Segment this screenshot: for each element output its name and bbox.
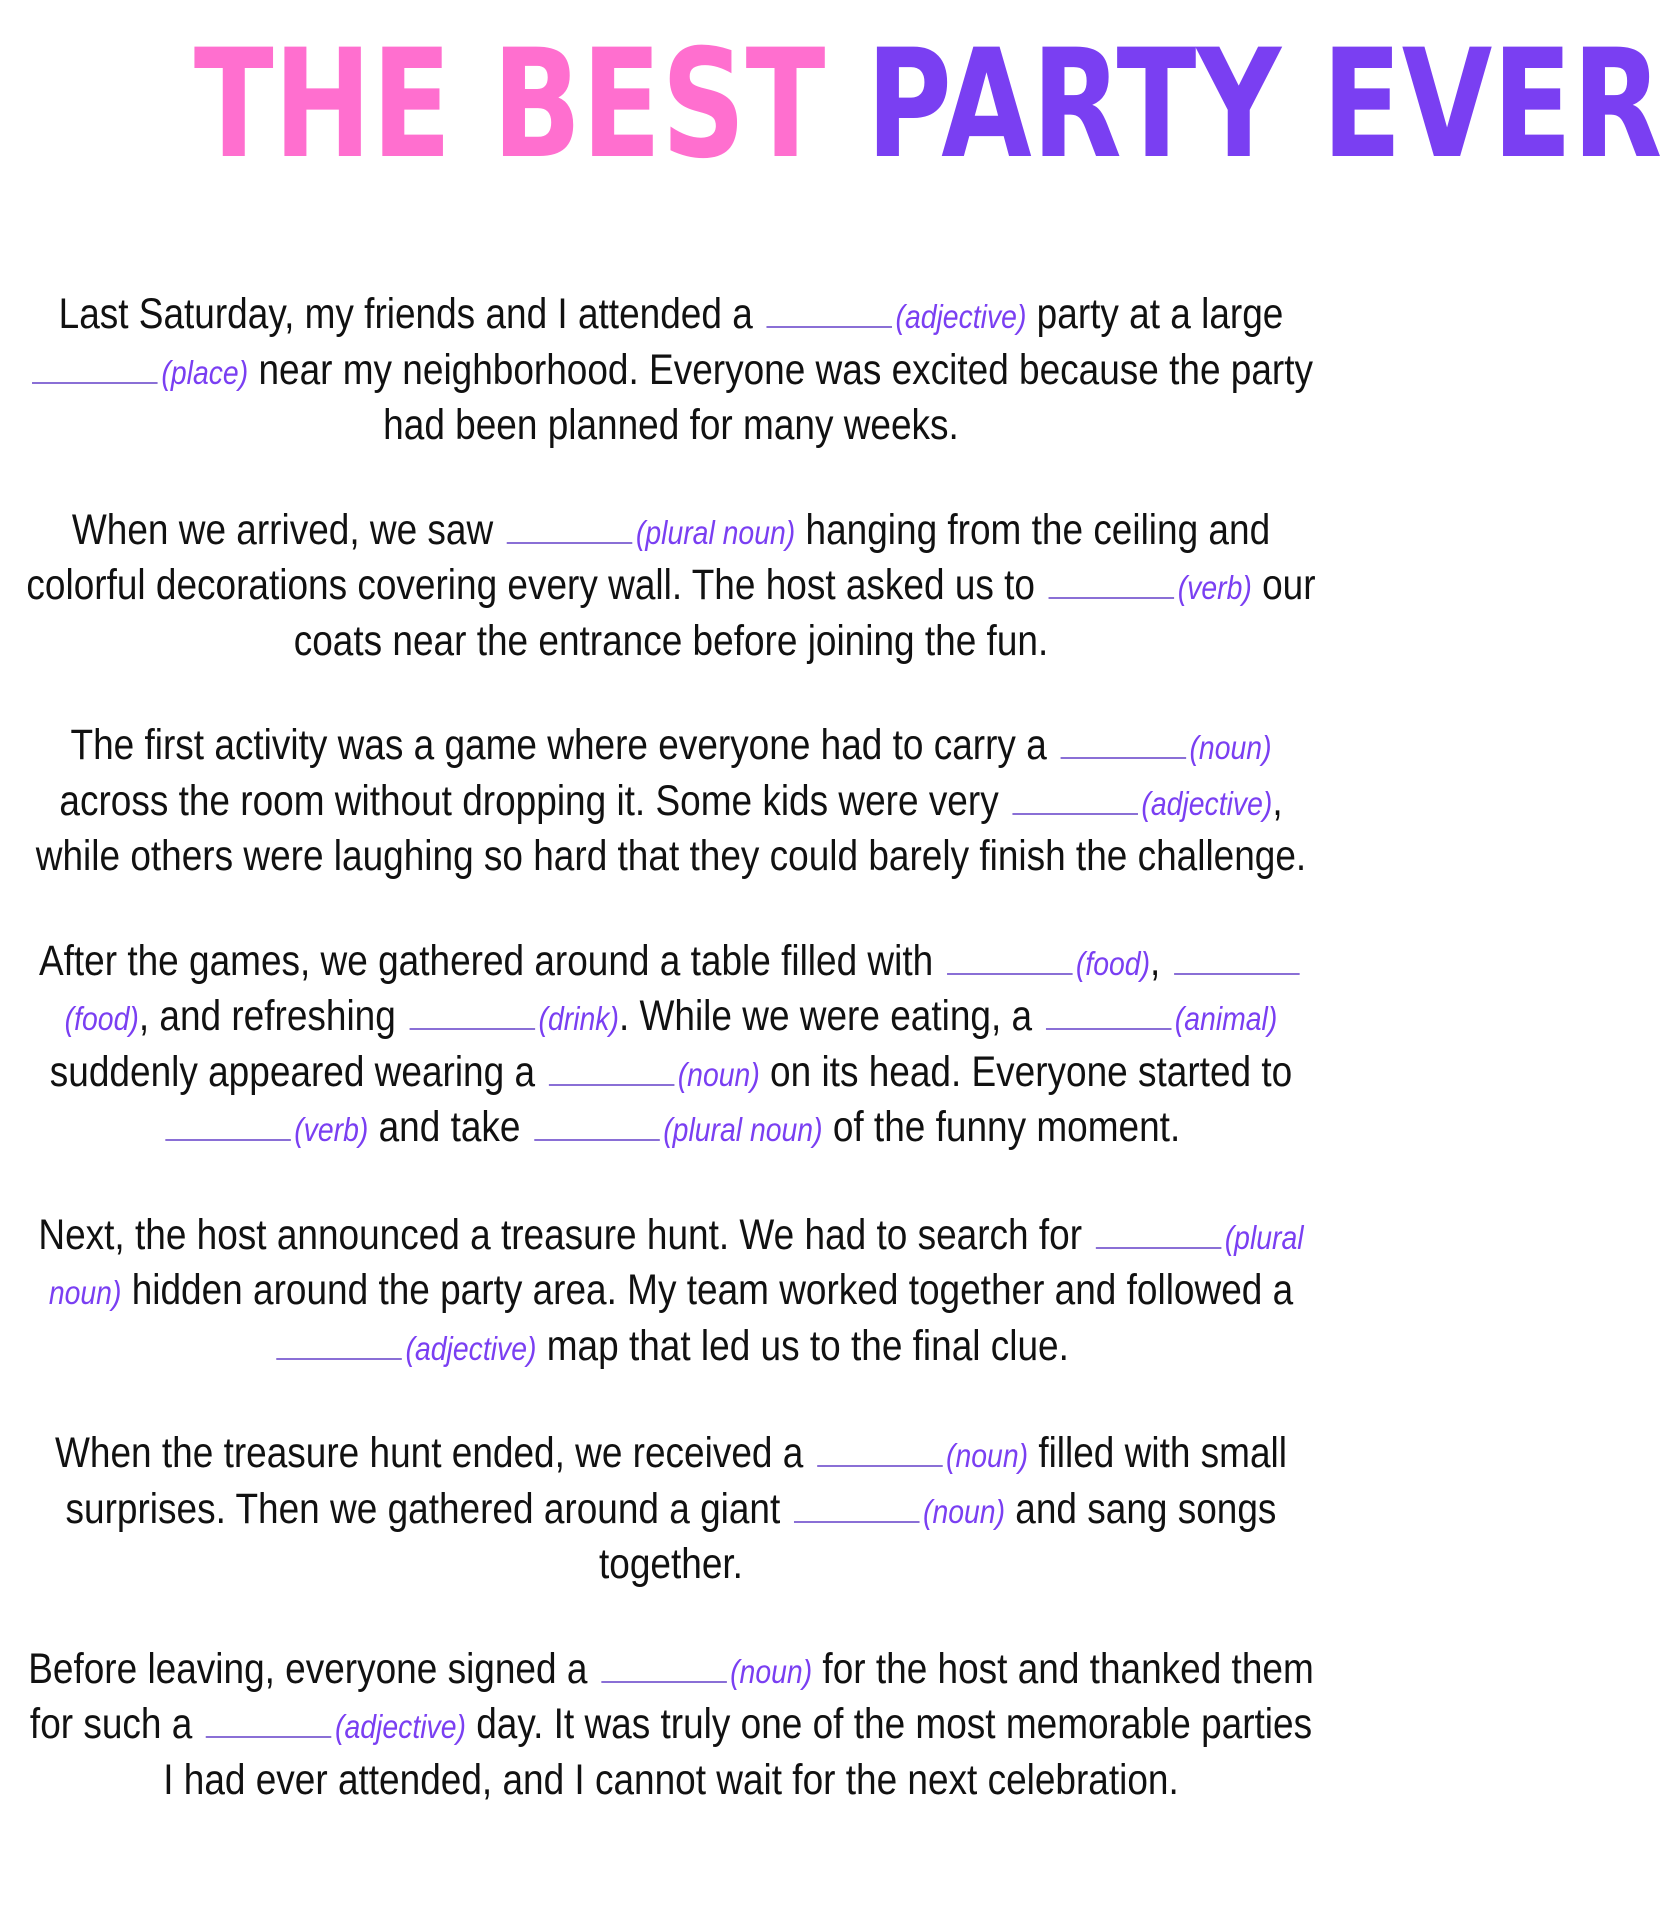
page-title: [193, 18, 1662, 230]
word-type-hint: (noun): [946, 1437, 1029, 1474]
story-text: and take: [368, 1103, 531, 1151]
story-text: When the treasure hunt ended, we received a: [55, 1429, 814, 1477]
word-type-hint: (noun): [730, 1652, 813, 1690]
fill-in-blank[interactable]: [165, 1105, 291, 1141]
word-type-hint: (place): [161, 353, 249, 391]
word-type-hint: (adjective): [1141, 784, 1273, 822]
word-type-hint: (noun): [677, 1055, 760, 1093]
story-text: for the host and thanked them for such a: [29, 1644, 1314, 1748]
word-type-hint: (food): [1075, 944, 1151, 982]
story-text: Before leaving, everyone signed a: [28, 1644, 598, 1693]
story-text: After the games, we gathered around a table filled with: [38, 936, 944, 985]
title-part-1: THE BEST: [193, 18, 826, 192]
title-part-2: PARTY EVER: [866, 18, 1662, 192]
word-type-hint: (plural noun): [635, 513, 796, 551]
word-type-hint: (adjective): [335, 1708, 466, 1745]
story-paragraph: [26, 935, 1316, 1157]
story-text: our coats near the entrance before joining the fun.: [293, 561, 1316, 665]
fill-in-blank[interactable]: [1060, 723, 1186, 759]
story-text: . While we were eating, a: [618, 992, 1043, 1040]
fill-in-blank[interactable]: [1049, 563, 1175, 599]
fill-in-blank[interactable]: [601, 1647, 727, 1683]
story-text: across the room without dropping it. Some kids were very: [59, 776, 1009, 825]
fill-in-blank[interactable]: [507, 508, 633, 544]
story-text: party at a large: [1026, 290, 1284, 338]
story-paragraph: [26, 1427, 1316, 1591]
fill-in-blank[interactable]: [794, 1487, 920, 1523]
story-paragraph: [26, 1209, 1316, 1376]
story-text: on its head. Everyone started to: [759, 1047, 1293, 1096]
word-type-hint: (plural noun): [48, 1218, 1304, 1311]
story-paragraph: [26, 719, 1316, 883]
story-text: and sang songs together.: [599, 1484, 1277, 1588]
story-text: filled with small surprises. Then we gathered around a giant: [65, 1429, 1287, 1533]
fill-in-blank[interactable]: [766, 292, 892, 328]
fill-in-blank[interactable]: [534, 1105, 660, 1141]
word-type-hint: (noun): [1189, 729, 1272, 766]
word-type-hint: (adjective): [405, 1329, 537, 1367]
word-type-hint: (verb): [294, 1111, 369, 1148]
story-text: Next, the host announced a treasure hunt. We had to search for: [38, 1210, 1093, 1259]
story-text: , and refreshing: [138, 992, 407, 1040]
fill-in-blank[interactable]: [32, 348, 158, 384]
story-text: Last Saturday, my friends and I attended a: [58, 290, 764, 338]
story-paragraph: [26, 1643, 1316, 1807]
story-text: , while others were laughing so hard that they could barely finish the challenge.: [35, 776, 1307, 880]
story-text: hidden around the party area. My team worked together and followed a: [121, 1266, 1294, 1314]
story-text: map that led us to the final clue.: [536, 1321, 1069, 1370]
fill-in-blank[interactable]: [206, 1702, 332, 1738]
story-text: near my neighborhood. Everyone was excited because the party had been planned for many weeks.: [248, 345, 1314, 449]
fill-in-blank[interactable]: [817, 1431, 943, 1467]
fill-in-blank[interactable]: [1096, 1213, 1222, 1249]
word-type-hint: (noun): [922, 1492, 1006, 1530]
story-body: [26, 288, 1316, 1806]
story-text: The first activity was a game where everyone had to carry a: [70, 721, 1058, 769]
fill-in-blank[interactable]: [1046, 994, 1172, 1030]
story-text: day. It was truly one of the most memorable parties I had ever attended, and I cannot wait for the next celebration.: [163, 1700, 1313, 1804]
fill-in-blank[interactable]: [947, 939, 1073, 975]
word-type-hint: (adjective): [895, 298, 1027, 335]
story-text: of the funny moment.: [822, 1103, 1181, 1151]
story-paragraph: [26, 288, 1316, 452]
fill-in-blank[interactable]: [1174, 939, 1300, 975]
story-text: When we arrived, we saw: [71, 505, 504, 554]
story-text: hanging from the ceiling and colorful decorations covering every wall. The host asked us to: [26, 505, 1271, 609]
story-text: ,: [1150, 936, 1171, 985]
word-type-hint: (verb): [1177, 569, 1252, 606]
word-type-hint: (plural noun): [663, 1111, 823, 1148]
fill-in-blank[interactable]: [1012, 779, 1138, 815]
story-text: suddenly appeared wearing a: [49, 1047, 546, 1096]
fill-in-blank[interactable]: [410, 994, 536, 1030]
story-paragraph: [26, 504, 1316, 668]
fill-in-blank[interactable]: [549, 1050, 675, 1086]
word-type-hint: (food): [64, 1000, 139, 1037]
fill-in-blank[interactable]: [277, 1324, 403, 1360]
word-type-hint: (animal): [1174, 1000, 1278, 1037]
word-type-hint: (drink): [538, 1000, 619, 1037]
